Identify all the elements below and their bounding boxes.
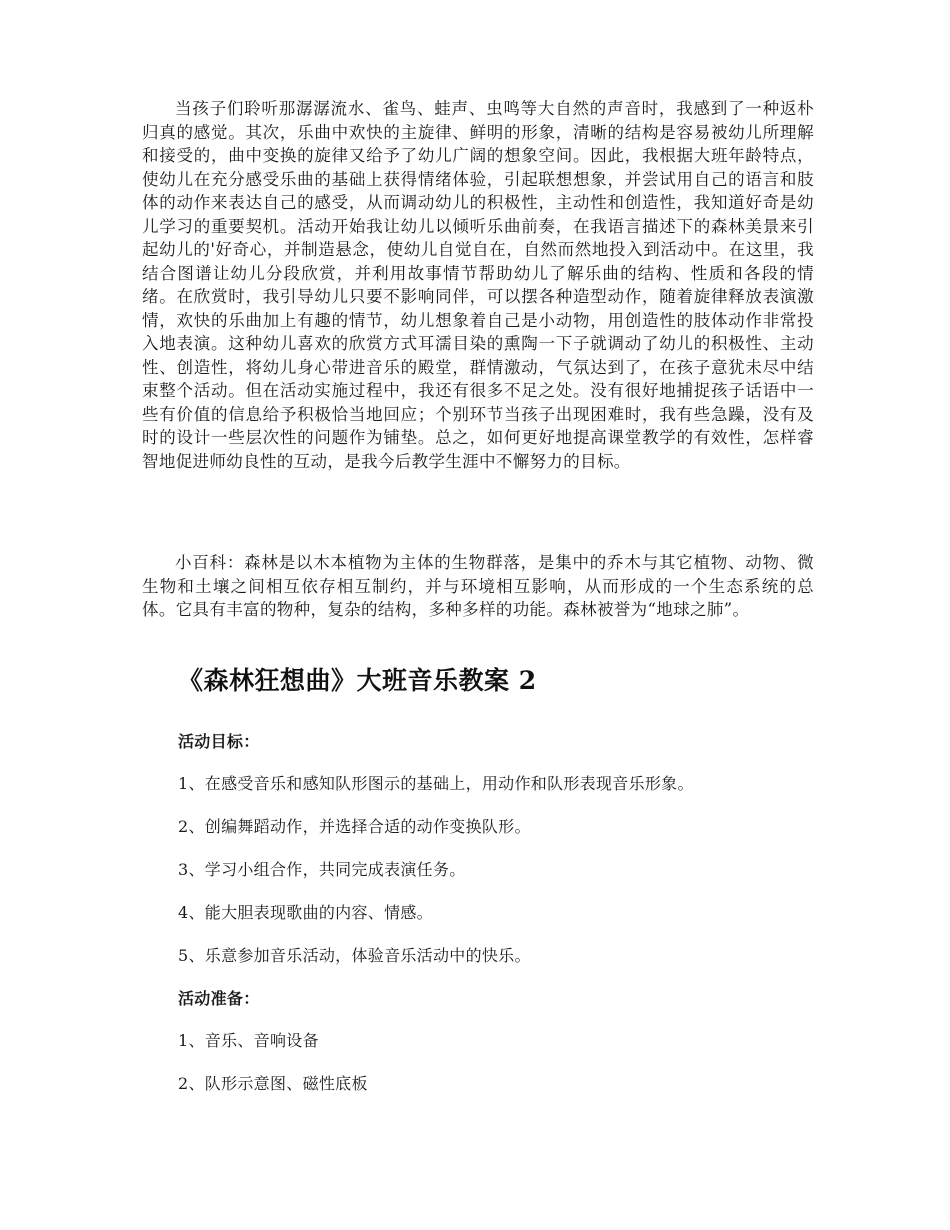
preparation-item-block <box>178 1073 814 1095</box>
reflection-paragraph-block <box>142 97 814 473</box>
goal-item: 1、在感受音乐和感知队形图示的基础上，用动作和队形表现音乐形象。 <box>178 774 694 793</box>
goal-item: 5、乐意参加音乐活动，体验音乐活动中的快乐。 <box>178 946 531 965</box>
goal-item-block <box>178 773 814 795</box>
preparation-item: 1、音乐、音响设备 <box>178 1031 319 1050</box>
goal-item: 4、能大胆表现歌曲的内容、情感。 <box>178 903 433 922</box>
goals-heading-block <box>178 731 814 753</box>
section-title: 《森林狂想曲》大班音乐教案 2 <box>178 666 537 695</box>
goal-item-block <box>178 902 814 924</box>
preparation-heading: 活动准备： <box>178 989 260 1008</box>
goal-item: 2、创编舞蹈动作，并选择合适的动作变换队形。 <box>178 817 531 836</box>
goal-item-block <box>178 816 814 838</box>
goal-item-block <box>178 945 814 967</box>
goal-item-block <box>178 859 814 881</box>
reflection-paragraph: 当孩子们聆听那潺潺流水、雀鸟、蛙声、虫鸣等大自然的声音时，我感到了一种返朴归真的感觉。其次，乐曲中欢快的主旋律、鲜明的形象，清晰的结构是容易被幼儿所理解和接受的，曲中变换的旋律又给予了幼儿广阔的想象空间。因此，我根据大班年龄特点，使幼儿在充分感受乐曲的基础上获得情绪体验，引起联想想象，并尝试用自己的语言和肢体的动作来表达自己的感受，从而调动幼儿的积极性，主动性和创造性，我知道好奇是幼儿学习的重要契机。活动开始我让幼儿以倾听乐曲前奏，在我语言描述下的森林美景来引起幼儿的'好奇心，并制造悬念，使幼儿自觉自在，自然而然地投入到活动中。在这里，我结合图谱让幼儿分段欣赏，并利用故事情节帮助幼儿了解乐曲的结构、性质和各段的情绪。在欣赏时，我引导幼儿只要不影响同伴，可以摆各种造型动作，随着旋律释放表演激情，欢快的乐曲加上有趣的情节，幼儿想象着自己是小动物，用创造性的肢体动作非常投入地表演。这种幼儿喜欢的欣赏方式耳濡目染的熏陶一下子就调动了幼儿的积极性、主动性、创造性，将幼儿身心带进音乐的殿堂，群情激动，气氛达到了，在孩子意犹未尽中结束整个活动。但在活动实施过程中，我还有很多不足之处。没有很好地捕捉孩子话语中一些有价值的信息给予积极恰当地回应；个别环节当孩子出现困难时，我有些急躁，没有及时的设计一些层次性的问题作为铺垫。总之，如何更好地提高课堂教学的有效性，怎样睿智地促进师幼良性的互动，是我今后教学生涯中不懈努力的目标。 <box>142 99 814 471</box>
preparation-heading-block <box>178 988 814 1010</box>
goal-item: 3、学习小组合作，共同完成表演任务。 <box>178 860 466 879</box>
preparation-item-block <box>178 1030 814 1052</box>
trivia-paragraph: 小百科：森林是以木本植物为主体的生物群落，是集中的乔木与其它植物、动物、微生物和土壤之间相互依存相互制约，并与环境相互影响，从而形成的一个生态系统的总体。它具有丰富的物种，复杂的结构，多种多样的功能。森林被誉为“地球之肺”。 <box>142 553 814 619</box>
goals-heading: 活动目标： <box>178 732 260 751</box>
trivia-paragraph-block <box>142 551 814 622</box>
preparation-item: 2、队形示意图、磁性底板 <box>178 1074 368 1093</box>
